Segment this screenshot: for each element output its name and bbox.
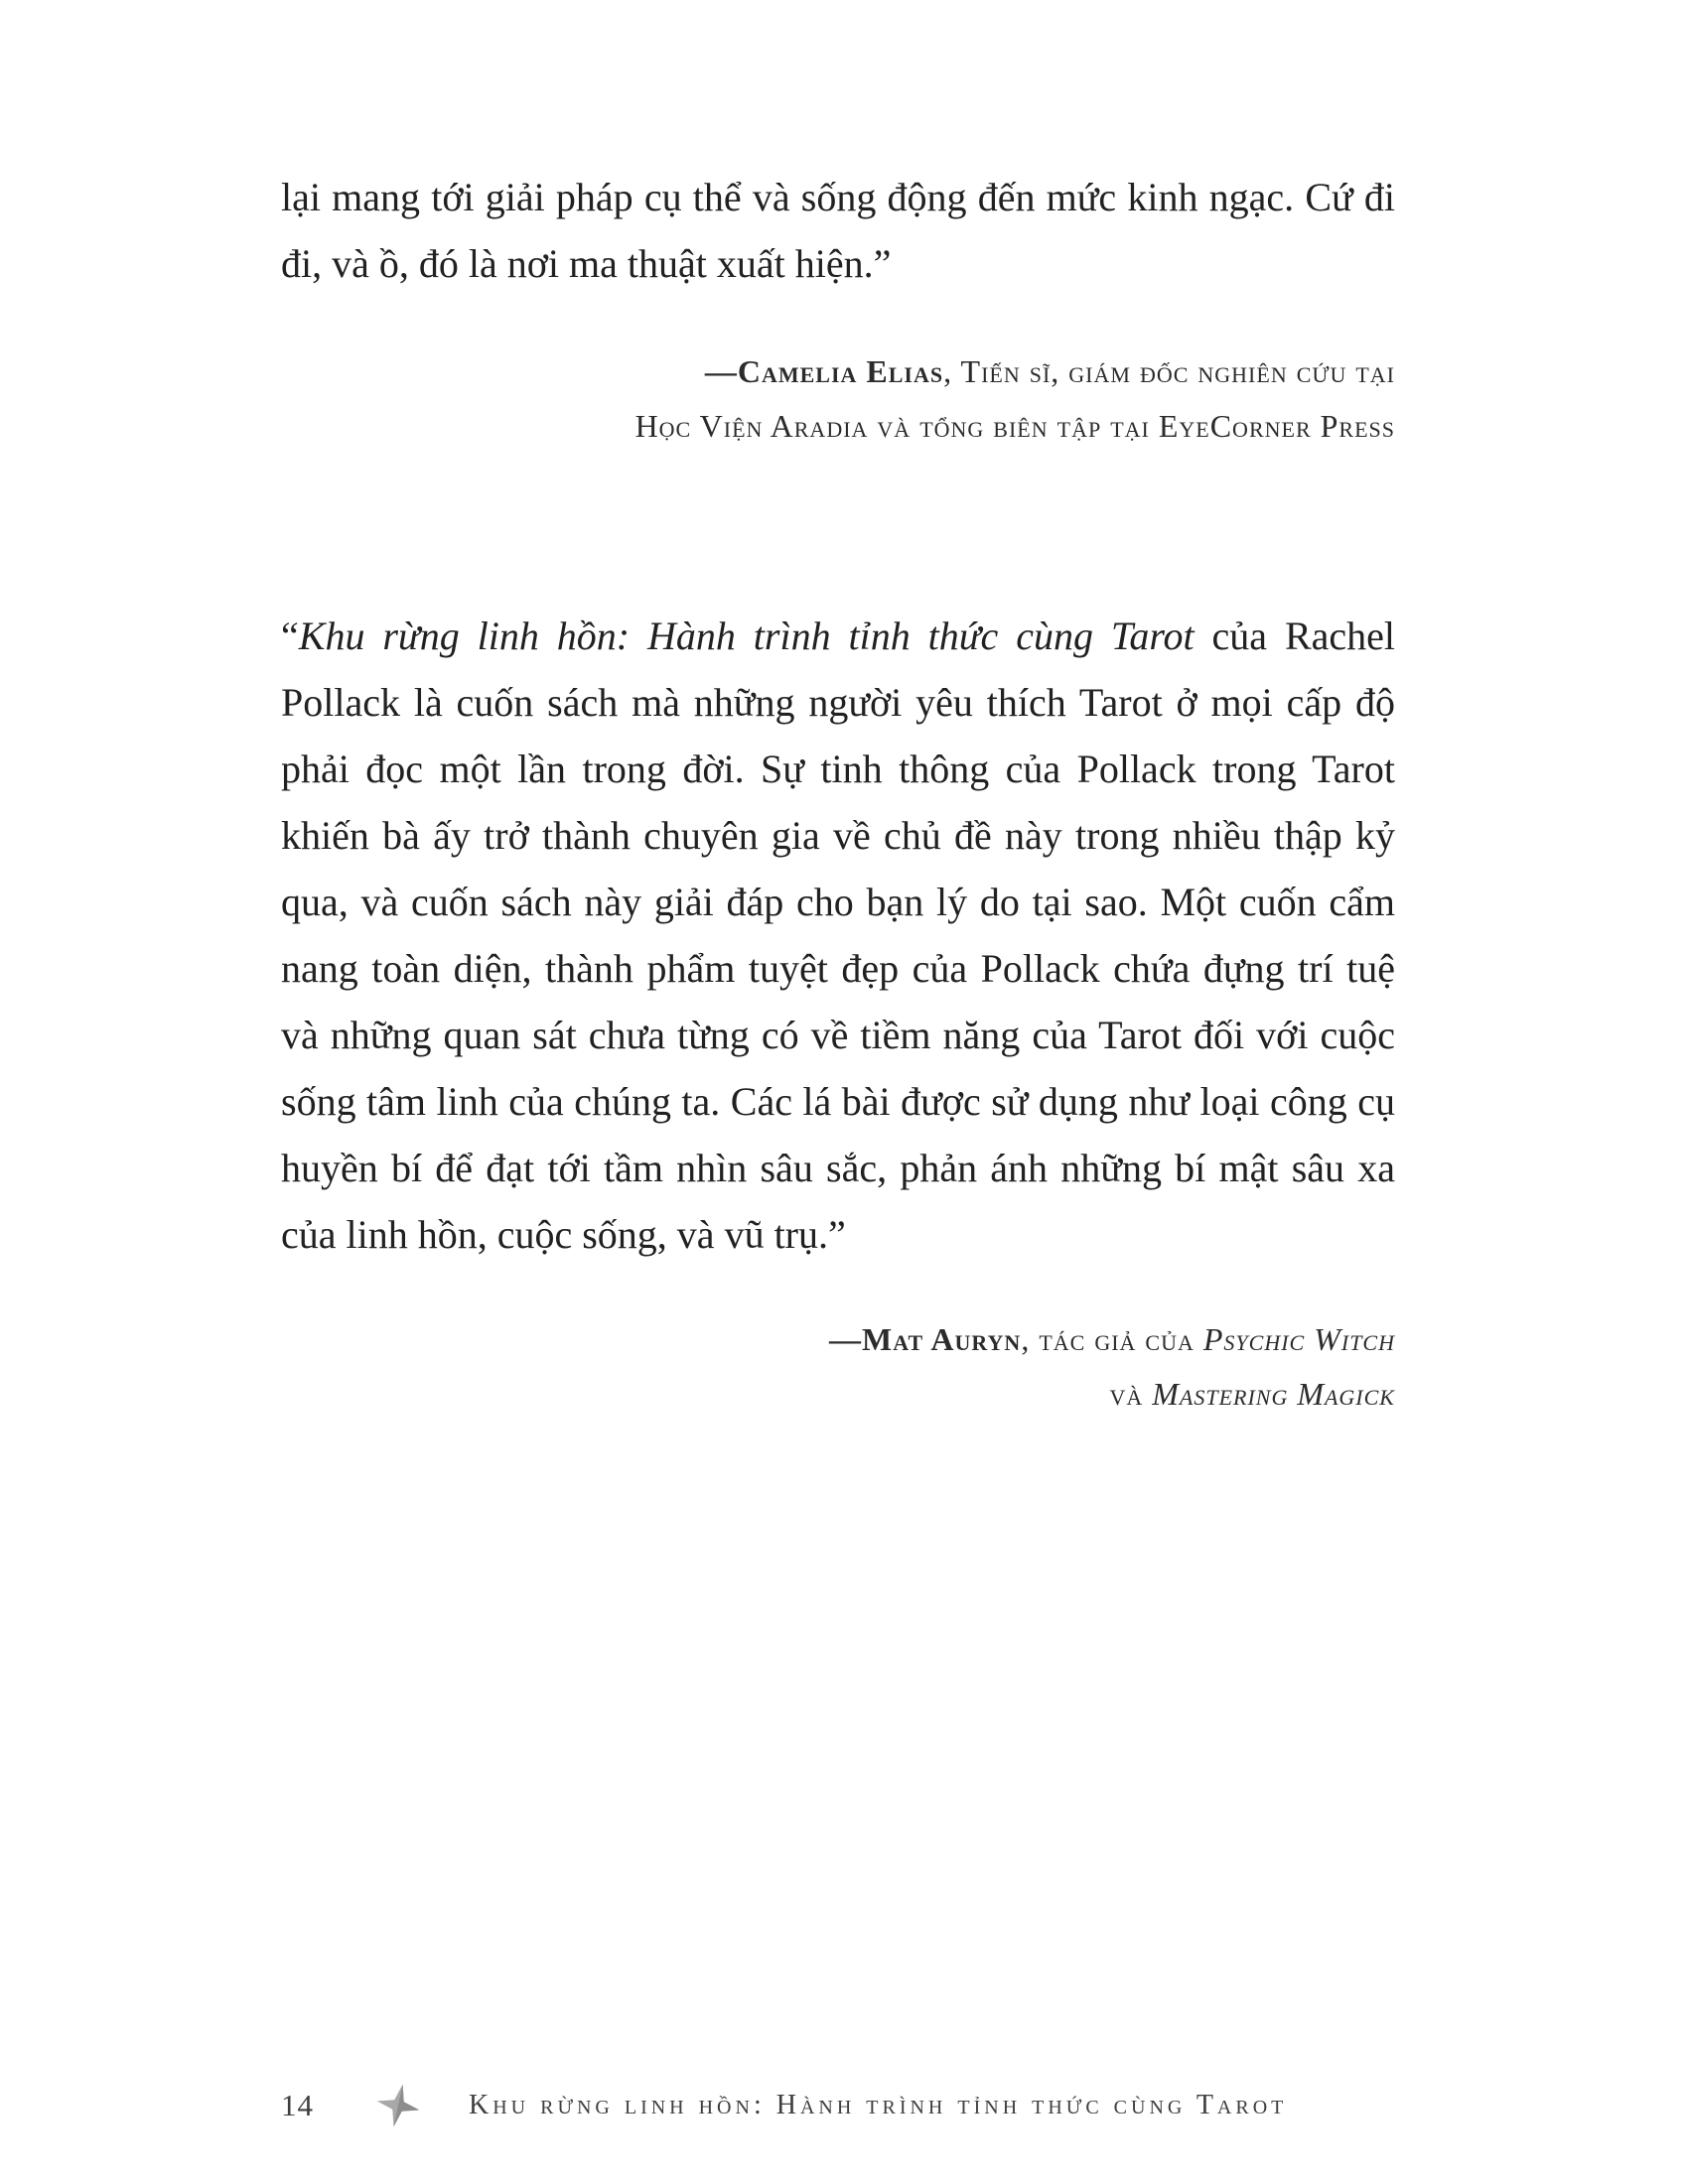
attribution-author-name: —Camelia Elias bbox=[704, 353, 944, 389]
attribution-line-1 bbox=[281, 1312, 1395, 1367]
quote-continuation-paragraph bbox=[281, 164, 1395, 297]
quote-continuation-text: lại mang tới giải pháp cụ thể và sống động đến mức kinh ngạc. Cứ đi đi, và ồ, đó là nơi ma thuật xuất hiện.” bbox=[281, 175, 1395, 286]
attribution-role: , Tiến sĩ, giám đốc nghiên cứu tại bbox=[943, 353, 1395, 389]
quote-pollack-paragraph bbox=[281, 603, 1395, 1268]
page-number: 14 bbox=[281, 2088, 314, 2122]
page-content bbox=[281, 164, 1395, 1422]
open-quote-mark: “ bbox=[281, 614, 299, 658]
attribution-mat-auryn bbox=[281, 1312, 1395, 1422]
page-footer bbox=[281, 2083, 1287, 2128]
attribution-conjunction: và bbox=[1109, 1376, 1153, 1412]
four-point-star-icon bbox=[375, 2083, 421, 2128]
attribution-camelia-elias bbox=[281, 344, 1395, 454]
attribution-author-name: —Mat Auryn bbox=[829, 1321, 1022, 1357]
quote-pollack-body: của Rachel Pollack là cuốn sách mà những người yêu thích Tarot ở mọi cấp độ phải đọc một lần trong đời. Sự tinh thông của Pollack trong Tarot khiến bà ấy trở thành chuyên gia về chủ đề này trong nhiều thập kỷ qua, và cuốn sách này giải đáp cho bạn lý do tại sao. Một cuốn cẩm nang toàn diện, thành phẩm tuyệt đẹp của Pollack chứa đựng trí tuệ và những quan sát chưa từng có về tiềm năng của Tarot đối với cuộc sống tâm linh của chúng ta. Các lá bài được sử dụng như loại công cụ huyền bí để đạt tới tầm nhìn sâu sắc, phản ánh những bí mật sâu xa của linh hồn, cuộc sống, và vũ trụ.” bbox=[281, 614, 1395, 1257]
attribution-line-2 bbox=[281, 1367, 1395, 1422]
attribution-role: , tác giả của bbox=[1021, 1321, 1203, 1357]
attribution-line-1 bbox=[281, 344, 1395, 399]
attribution-line-2: Học Viện Aradia và tổng biên tập tại EyeCorner Press bbox=[634, 408, 1395, 444]
book-title-mastering-magick: Mastering Magick bbox=[1152, 1376, 1395, 1412]
book-title-italic: Khu rừng linh hồn: Hành trình tỉnh thức cùng Tarot bbox=[298, 614, 1195, 658]
running-title: Khu rừng linh hồn: Hành trình tỉnh thức cùng Tarot bbox=[469, 2090, 1288, 2120]
book-title-psychic-witch: Psychic Witch bbox=[1202, 1321, 1395, 1357]
